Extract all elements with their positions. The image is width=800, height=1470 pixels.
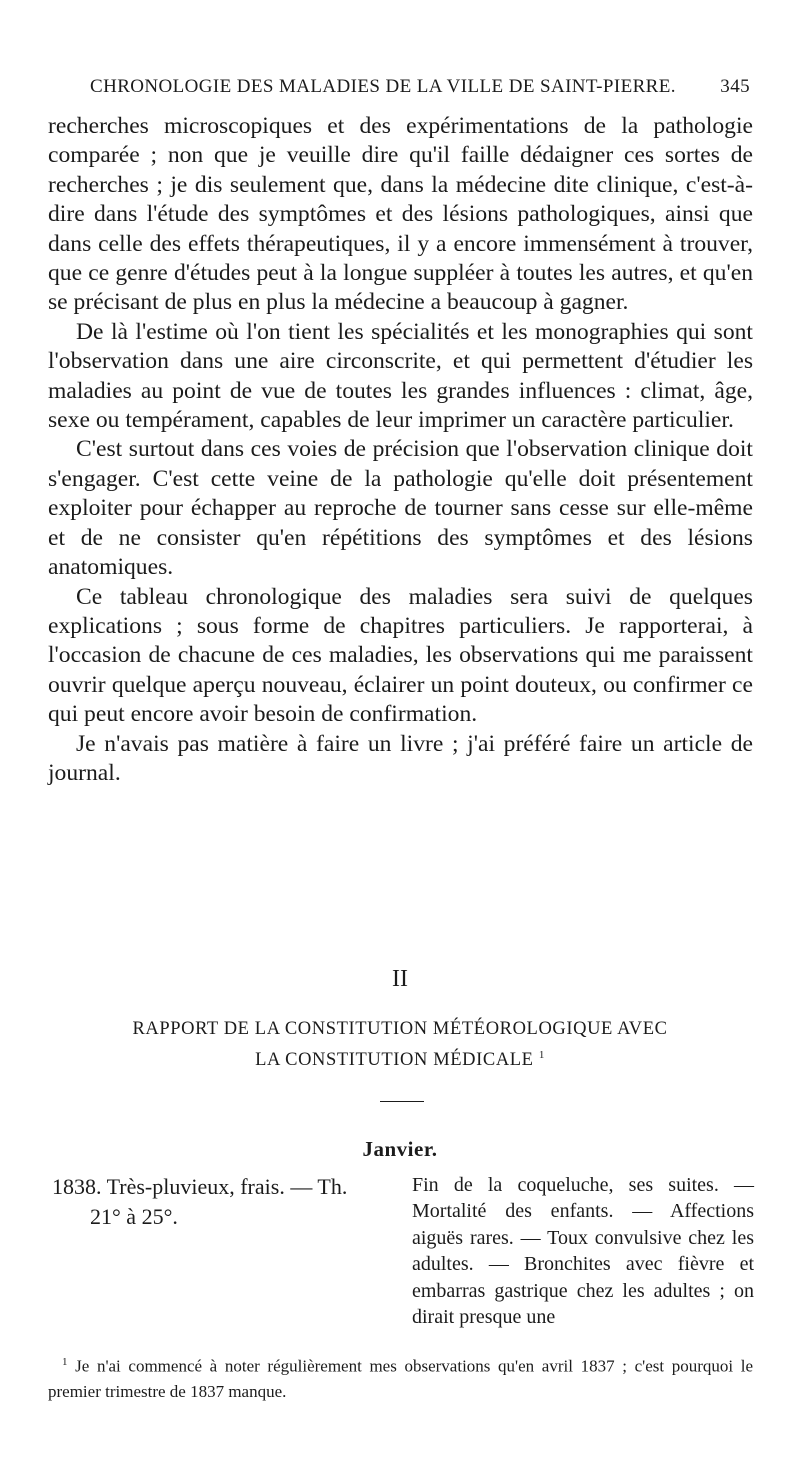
paragraph: Ce tableau chronologique des maladies sera suivi de quelques explications ; sous forme de chapitres particuliers. Je rapporterai, à l'occasion de chacune de ces maladies, les observations qui me paraissent ouvrir quelque aperçu nouveau, éclairer un point douteux, ou confirmer ce qui peut encore avoir besoin de confirmation.: [48, 583, 753, 728]
paragraph: Je n'avais pas matière à faire un livre ; j'ai préféré faire un article de journal.: [48, 730, 753, 786]
paragraph: C'est surtout dans ces voies de précision que l'observation clinique doit s'engager. C'est cette veine de la pathologie qu'elle doit présentement exploiter pour échapper au reproche de tourner sans cesse sur elle-même et de ne consister qu'en répétitions des symptômes et des lésions anatomiques.: [48, 436, 753, 581]
month-heading: Janvier.: [362, 1137, 438, 1161]
footnote-reference: 1: [538, 1049, 545, 1061]
section-numeral: II: [392, 966, 408, 992]
footnote: [48, 1350, 753, 1404]
weather-entry: [52, 1172, 372, 1232]
paragraph: recherches microscopiques et des expérimentations de la pathologie comparée ; non que je veuille dire qu'il faille dédaigner ces sortes de recherches ; je dis seulement que, dans la médecine dite clinique, c'est-à-dire dans l'étude des symptômes et des lésions pathologiques, ainsi que dans celle des effets thérapeutiques, il y a encore immensément à trouver, que ce genre d'études peut à la longue suppléer à toutes les autres, et qu'en se précisant de plus en plus la médecine a beaucoup à gagner.: [48, 113, 753, 316]
body-text: [48, 112, 753, 788]
section-title-line: RAPPORT DE LA CONSTITUTION MÉTÉOROLOGIQUE AVEC: [132, 1019, 668, 1039]
section-title-line-2: [0, 1042, 800, 1073]
paragraph: De là l'estime où l'on tient les spécialités et les monographies qui sont l'observation dans une aire circonscrite, et qui permettent d'étudier les maladies au point de vue de toutes les grandes influences : climat, âge, sexe ou tempérament, capables de leur imprimer un caractère particulier.: [48, 318, 753, 434]
section-title-text: LA CONSTITUTION MÉDICALE: [255, 1050, 534, 1071]
diseases-entry: Fin de la coqueluche, ses suites. — Mortalité des enfants. — Affections aiguës rares. — Toux convulsive chez les adultes. — Bronchites avec fièvre et embarras gastrique chez les adultes ; on dirait presque une: [412, 1174, 754, 1329]
running-head: [90, 76, 750, 98]
footnote-text: Je n'ai commencé à noter régulièrement mes observations qu'en avril 1837 ; c'est pourquoi le premier trimestre de 1837 manque.: [48, 1356, 754, 1401]
section-title: [0, 1016, 800, 1073]
page-number: 345: [720, 76, 750, 97]
running-head-title: CHRONOLOGIE DES MALADIES DE LA VILLE DE SAINT-PIERRE.: [90, 76, 676, 97]
weather-line: 1838. Très-pluvieux, frais. — Th.: [52, 1174, 348, 1199]
temperature-line: 21° à 25°.: [90, 1204, 178, 1229]
divider-rule: [380, 1101, 424, 1102]
footnote-marker: 1: [62, 1356, 68, 1368]
